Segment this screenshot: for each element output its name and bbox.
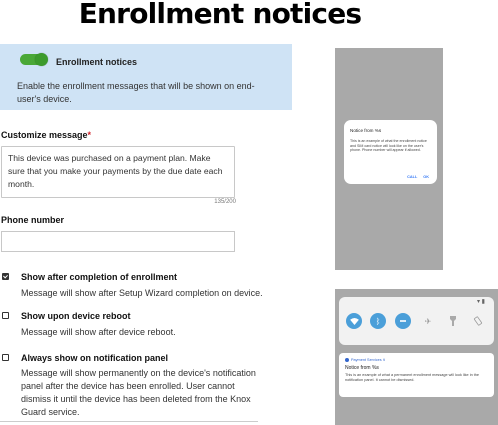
- show-upon-reboot-label: Show upon device reboot: [21, 311, 131, 321]
- enrollment-notices-title: Enrollment notices: [56, 57, 138, 67]
- notification-app-name: Payment Services ∨: [345, 357, 488, 362]
- character-counter: 135/200: [214, 199, 236, 205]
- auto-rotate-icon: [470, 313, 486, 329]
- toggle-knob: [35, 53, 48, 66]
- status-icons: ▾ ▮: [477, 299, 485, 305]
- always-show-notification-desc: Message will show permanently on the device's notification panel after the device has been enrolled. User cannot dismiss it until the device has been deleted from the Knox Guard service.: [21, 368, 256, 417]
- enrollment-notices-description: Enable the enrollment messages that will be shown on end-user's device.: [17, 81, 255, 104]
- bluetooth-icon: ᛒ: [370, 313, 386, 329]
- show-after-enrollment-desc: Message will show after Setup Wizard completion on device.: [21, 288, 263, 298]
- enrollment-notices-toggle[interactable]: [20, 54, 46, 65]
- customize-message-label: Customize message*: [1, 130, 92, 140]
- dialog-body: This is an example of what the enrollment notice and SIM card notice will look like on the user's phone. Phone number will appear if allowed.: [350, 139, 427, 153]
- app-dot-icon: [345, 358, 349, 362]
- notice-dialog-preview: [344, 120, 437, 184]
- notification-title: Notice from %s: [345, 365, 379, 371]
- customize-message-textarea[interactable]: This device was purchased on a payment plan. Make sure that you make your payments by the due date each month.: [1, 146, 235, 198]
- page-title: Enrollment notices: [78, 0, 362, 30]
- ok-button: OK: [423, 175, 429, 179]
- required-mark: *: [87, 130, 92, 140]
- enrollment-notices-panel: [0, 44, 292, 110]
- call-button: CALL: [407, 175, 418, 179]
- dialog-buttons: [401, 175, 429, 179]
- flashlight-icon: [445, 313, 461, 329]
- airplane-mode-icon: ✈: [424, 316, 432, 326]
- show-upon-reboot-desc: Message will show after device reboot.: [21, 327, 176, 337]
- do-not-disturb-icon: [395, 313, 411, 329]
- always-show-notification-checkbox[interactable]: [2, 354, 9, 361]
- show-upon-reboot-checkbox[interactable]: [2, 312, 9, 319]
- show-after-enrollment-label: Show after completion of enrollment: [21, 272, 178, 282]
- divider: [0, 421, 258, 422]
- show-after-enrollment-checkbox[interactable]: [2, 273, 9, 280]
- notification-card-preview: [339, 353, 494, 397]
- phone-number-label: Phone number: [1, 215, 65, 225]
- notification-body: This is an example of what a permanent enrollment message will look like in the notification panel. It cannot be dismissed.: [345, 373, 480, 382]
- phone-number-input[interactable]: [1, 231, 235, 252]
- wifi-icon: [346, 313, 362, 329]
- dialog-title: Notice from %s: [350, 128, 382, 133]
- always-show-notification-label: Always show on notification panel: [21, 353, 169, 363]
